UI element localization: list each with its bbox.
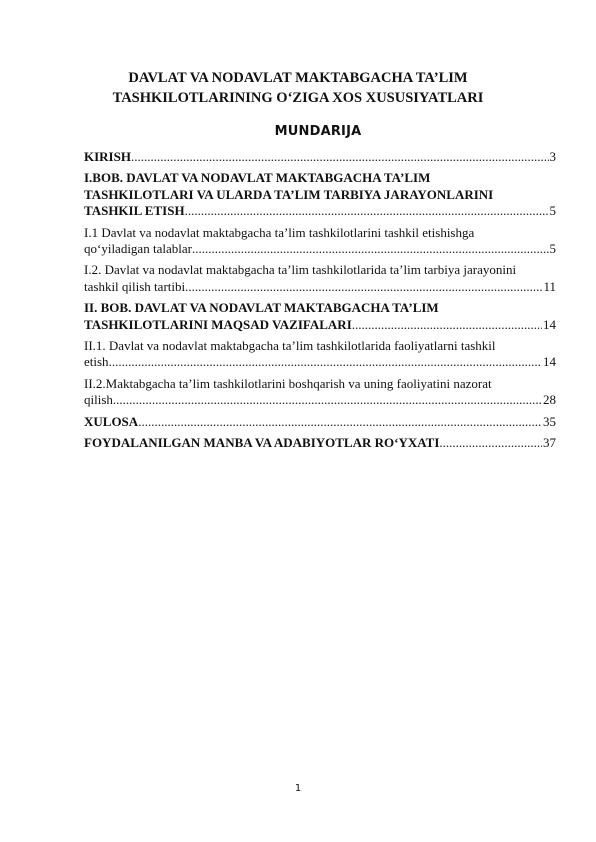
toc-entry-section-2-2[interactable]: II.2.Maktabgacha ta’lim tashkilotlarini boshqarish va uning faoliyatini nazorat qilish ..... 28 (84, 376, 556, 409)
toc-entry-section-2-1[interactable]: II.1. Davlat va nodavlat maktabgacha ta’lim tashkilotlarida faoliyatlarni tashkil etish ..... 14 (84, 338, 556, 371)
toc-page-number: 5 (549, 241, 556, 257)
toc-entry-bob-2[interactable]: II. BOB. DAVLAT VA NODAVLAT MAKTABGACHA TA’LIM TASHKILOTLARINI MAQSAD VAZIFALARI ..... 14 (84, 300, 556, 333)
title-line-2: TASHKILOTLARINING O‘ZIGA XOS XUSUSIYATLARI (112, 90, 484, 106)
toc-page-number: 14 (543, 316, 556, 332)
toc-page-number: 11 (543, 278, 556, 294)
toc-heading: MUNDARIJA (274, 124, 362, 139)
toc-entry-bob-1[interactable]: I.BOB. DAVLAT VA NODAVLAT MAKTABGACHA TA’LIM TASHKILOTLARI VA ULARDA TA’LIM TARBIYA JARAYONLARINI TASHKIL ETISH ..... 5 (84, 170, 556, 219)
toc-entry-section-1-2[interactable]: I.2. Davlat va nodavlat maktabgacha ta’lim tashkilotlarida ta’lim tarbiya jarayonini tashkil qilish tartibi ..... 11 (84, 262, 556, 295)
toc-entry-section-1-1[interactable]: I.1 Davlat va nodavlat maktabgacha ta’lim tashkilotlarini tashkil etishishga qo‘yiladigan talablar ..... 5 (84, 225, 556, 258)
toc-entry-kirish[interactable]: KIRISH ..... 3 (84, 149, 556, 165)
toc-page-number: 37 (543, 435, 556, 451)
toc-page-number: 14 (543, 354, 556, 370)
toc-page-number: 35 (543, 413, 556, 429)
toc-entry-xulosa[interactable]: XULOSA ..... 35 (84, 414, 556, 430)
document-title (60, 68, 536, 108)
toc-page-number: 3 (549, 149, 556, 164)
title-line-1: DAVLAT VA NODAVLAT MAKTABGACHA TA’LIM (128, 70, 468, 86)
toc-entry-references[interactable]: FOYDALANILGAN MANBA VA ADABIYOTLAR RO‘YXATI ..... 37 (84, 435, 556, 451)
page-number: 1 (294, 783, 302, 794)
table-of-contents (84, 149, 556, 457)
toc-page-number: 28 (543, 392, 556, 408)
toc-page-number: 5 (549, 203, 556, 219)
